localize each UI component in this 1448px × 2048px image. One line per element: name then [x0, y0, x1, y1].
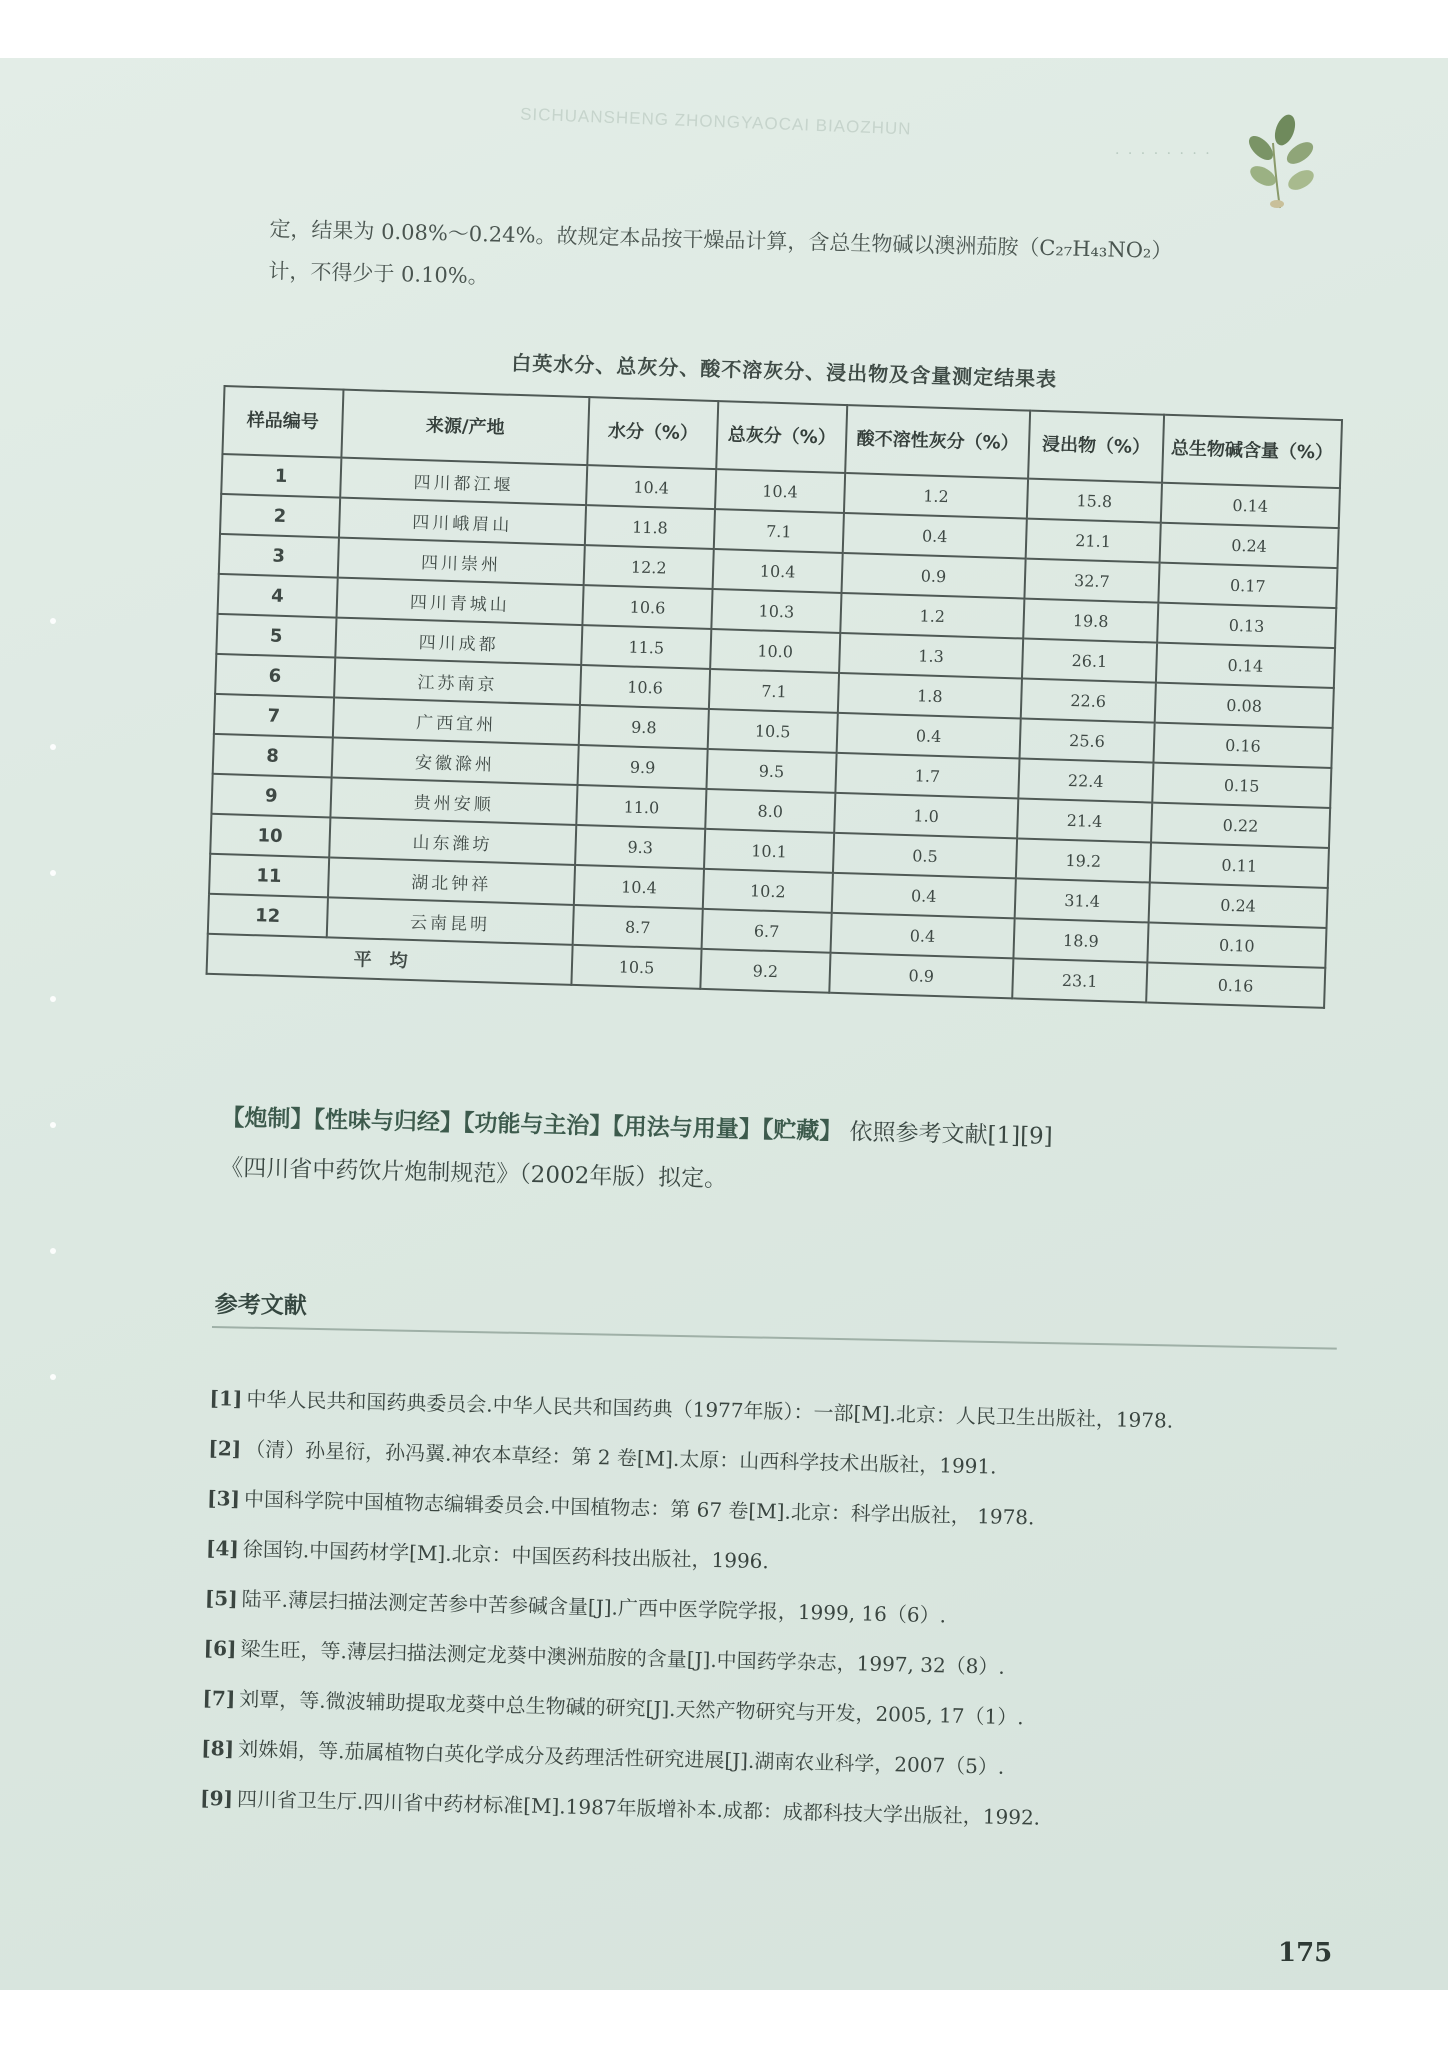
- cell-ash: 10.4: [713, 549, 843, 593]
- cell-ash: 8.0: [705, 789, 835, 833]
- cell-extract: 25.6: [1020, 718, 1155, 762]
- references-heading: 参考文献: [214, 1291, 307, 1320]
- cell-extract: 19.8: [1023, 599, 1158, 643]
- cell-id: 3: [219, 534, 339, 578]
- cell-acid-ash: 0.4: [837, 713, 1021, 759]
- reference-number: [5]: [204, 1585, 238, 1611]
- cell-alkaloid: 0.24: [1148, 882, 1327, 927]
- cell-moisture: 9.3: [575, 825, 705, 869]
- average-label: 平均: [207, 934, 573, 985]
- average-moisture: 10.5: [572, 945, 702, 989]
- cell-alkaloid: 0.16: [1153, 723, 1332, 768]
- section-usage-dosage: 【用法与用量】: [612, 1113, 763, 1144]
- reference-text: 刘覃，等.微波辅助提取龙葵中总生物碱的研究[J].天然产物研究与开发，2005, 17（1）.: [239, 1686, 1024, 1730]
- col-header-ash: 总灰分（%）: [716, 401, 847, 473]
- cell-acid-ash: 1.7: [835, 753, 1019, 799]
- processing-paragraph: [220, 1093, 1347, 1218]
- cell-moisture: 11.5: [581, 625, 711, 669]
- cell-extract: 19.2: [1016, 838, 1151, 882]
- cell-moisture: 10.4: [574, 865, 704, 909]
- cell-moisture: 9.9: [578, 745, 708, 789]
- cell-acid-ash: 1.2: [844, 473, 1028, 519]
- average-ash: 9.2: [700, 949, 830, 993]
- cell-id: 11: [209, 854, 329, 898]
- cell-extract: 21.1: [1026, 519, 1161, 563]
- cell-acid-ash: 0.4: [832, 873, 1016, 919]
- results-table: [206, 385, 1343, 1009]
- intro-paragraph: [268, 208, 1350, 318]
- cell-ash: 7.1: [714, 509, 844, 553]
- cell-source: 贵州安顺: [330, 777, 578, 825]
- cell-source: 山东潍坊: [329, 817, 577, 865]
- cell-acid-ash: 0.5: [833, 833, 1017, 879]
- reference-number: [9]: [199, 1785, 234, 1811]
- cell-id: 12: [208, 894, 328, 938]
- cell-acid-ash: 0.9: [841, 553, 1025, 599]
- cell-moisture: 10.4: [586, 465, 716, 509]
- cell-ash: 10.2: [703, 869, 833, 913]
- reference-number: [1]: [209, 1385, 243, 1411]
- intro-line-2: 计，不得少于 0.10%。: [268, 258, 490, 289]
- reference-number: [4]: [205, 1535, 240, 1561]
- cell-alkaloid: 0.08: [1155, 683, 1334, 728]
- cell-extract: 15.8: [1027, 479, 1162, 523]
- references-list: [199, 1380, 1344, 1857]
- references-divider: [212, 1326, 1337, 1350]
- cell-extract: 18.9: [1013, 918, 1148, 962]
- cell-moisture: 9.8: [579, 705, 709, 749]
- cell-acid-ash: 0.4: [843, 513, 1027, 559]
- cell-alkaloid: 0.14: [1156, 643, 1335, 688]
- reference-number: [3]: [206, 1485, 241, 1511]
- cell-moisture: 10.6: [583, 585, 713, 629]
- cell-id: 8: [213, 734, 333, 778]
- cell-source: 云南昆明: [326, 897, 574, 945]
- cell-moisture: 8.7: [573, 905, 703, 949]
- cell-extract: 31.4: [1015, 878, 1150, 922]
- reference-number: [8]: [201, 1735, 235, 1761]
- cell-source: 四川崇州: [337, 538, 585, 586]
- reference-text: 刘姝娟，等.茄属植物白英化学成分及药理活性研究进展[J].湖南农业科学，2007（5）.: [237, 1736, 1005, 1779]
- cell-id: 9: [211, 774, 331, 818]
- cell-alkaloid: 0.17: [1158, 563, 1337, 608]
- cell-extract: 22.4: [1018, 758, 1153, 802]
- book-page: [0, 58, 1448, 1990]
- col-header-acid-ash: 酸不溶性灰分（%）: [845, 405, 1030, 479]
- cell-acid-ash: 0.4: [830, 913, 1014, 959]
- page-number: 175: [1278, 1938, 1333, 1968]
- cell-acid-ash: 1.8: [838, 673, 1022, 719]
- average-alkaloid: 0.16: [1146, 962, 1325, 1007]
- table-title: 白英水分、总灰分、酸不溶灰分、浸出物及含量测定结果表: [511, 350, 1058, 392]
- reference-text: 中华人民共和国药典委员会.中华人民共和国药典（1977年版）：一部[M].北京：人民卫生出版社，1978.: [246, 1386, 1174, 1433]
- cell-source: 江苏南京: [334, 658, 582, 706]
- cell-id: 6: [215, 654, 335, 698]
- reference-text: 中国科学院中国植物志编辑委员会.中国植物志：第 67 卷[M].北京：科学出版社， 1978.: [243, 1486, 1035, 1530]
- cell-ash: 10.4: [715, 469, 845, 513]
- cell-ash: 7.1: [709, 669, 839, 713]
- reference-text: 徐国钧.中国药材学[M].北京：中国医药科技出版社，1996.: [242, 1536, 770, 1574]
- cell-alkaloid: 0.11: [1150, 843, 1329, 888]
- cell-moisture: 10.6: [580, 665, 710, 709]
- cell-id: 7: [214, 694, 334, 738]
- leaf-icon: [1225, 108, 1335, 218]
- average-acid-ash: 0.9: [829, 953, 1013, 999]
- cell-id: 2: [220, 494, 340, 538]
- reference-text: （清）孙星衍，孙冯翼.神农本草经：第 2 卷[M].太原：山西科学技术出版社，1991.: [244, 1436, 997, 1479]
- cell-alkaloid: 0.24: [1159, 523, 1338, 568]
- cell-ash: 10.3: [711, 589, 841, 633]
- cell-extract: 22.6: [1021, 678, 1156, 722]
- cell-acid-ash: 1.0: [834, 793, 1018, 839]
- cell-acid-ash: 1.3: [839, 633, 1023, 679]
- cell-source: 广西宜州: [332, 697, 580, 745]
- binding-holes: [50, 618, 62, 1518]
- cell-source: 四川峨眉山: [339, 498, 587, 546]
- col-header-alkaloid: 总生物碱含量（%）: [1162, 415, 1342, 488]
- cell-ash: 10.1: [704, 829, 834, 873]
- reference-number: [7]: [202, 1685, 236, 1711]
- section-function-indication: 【功能与主治】: [462, 1110, 613, 1140]
- cell-alkaloid: 0.13: [1157, 603, 1336, 648]
- cell-id: 1: [221, 454, 341, 498]
- cell-ash: 10.5: [708, 709, 838, 753]
- cell-ash: 6.7: [702, 909, 832, 953]
- col-header-moisture: 水分（%）: [587, 397, 718, 469]
- col-header-source: 来源/产地: [341, 390, 589, 465]
- section-nature-meridian: 【性味与归经】: [313, 1107, 464, 1137]
- section-storage: 【贮藏】: [761, 1117, 843, 1146]
- results-table-block: [206, 338, 1345, 1009]
- cell-moisture: 12.2: [584, 545, 714, 589]
- cell-alkaloid: 0.22: [1151, 803, 1330, 848]
- reference-number: [2]: [208, 1435, 242, 1461]
- cell-source: 安徽滁州: [331, 737, 579, 785]
- cell-extract: 32.7: [1024, 559, 1159, 603]
- reference-number: [6]: [203, 1635, 237, 1661]
- reference-item: [200, 1780, 1336, 1843]
- reference-text: 梁生旺，等.薄层扫描法测定龙葵中澳洲茄胺的含量[J].中国药学杂志，1997, 32（8）.: [240, 1636, 1006, 1679]
- cell-ash: 9.5: [706, 749, 836, 793]
- processing-text-1: 依照参考文献[1][9]: [849, 1119, 1053, 1150]
- reference-text: 四川省卫生厅.四川省中药材标准[M].1987年版增补本.成都：成都科技大学出版社，1992.: [236, 1786, 1041, 1830]
- cell-moisture: 11.0: [576, 785, 706, 829]
- cell-id: 5: [216, 614, 336, 658]
- intro-line-1: 定，结果为 0.08%～0.24%。故规定本品按干燥品计算，含总生物碱以澳洲茄胺（C₂₇H₄₃NO₂）: [269, 216, 1173, 264]
- average-extract: 23.1: [1012, 958, 1147, 1002]
- cell-moisture: 11.8: [585, 505, 715, 549]
- cell-ash: 10.0: [710, 629, 840, 673]
- cell-alkaloid: 0.10: [1147, 922, 1326, 967]
- cell-extract: 26.1: [1022, 639, 1157, 683]
- processing-line-2: 《四川省中药饮片炮制规范》（2002年版）拟定。: [220, 1154, 728, 1193]
- cell-id: 10: [210, 814, 330, 858]
- cell-alkaloid: 0.15: [1152, 763, 1331, 808]
- col-header-extract: 浸出物（%）: [1028, 411, 1164, 483]
- cell-source: 四川青城山: [336, 578, 584, 626]
- cell-source: 湖北钟祥: [328, 857, 576, 905]
- cell-source: 四川成都: [335, 618, 583, 666]
- cell-id: 4: [218, 574, 338, 618]
- header-dots: · · · · · · · ·: [1115, 146, 1212, 162]
- col-header-id: 样品编号: [222, 386, 343, 458]
- section-processing: 【炮制】: [221, 1104, 314, 1134]
- cell-source: 四川都江堰: [340, 458, 588, 506]
- cell-acid-ash: 1.2: [840, 593, 1024, 639]
- cell-alkaloid: 0.14: [1161, 483, 1340, 528]
- reference-text: 陆平.薄层扫描法测定苦参中苦参碱含量[J].广西中医学院学报，1999, 16（6）.: [241, 1586, 947, 1628]
- cell-extract: 21.4: [1017, 798, 1152, 842]
- running-header: SICHUANSHENG ZHONGYAOCAI BIAOZHUN: [519, 104, 912, 139]
